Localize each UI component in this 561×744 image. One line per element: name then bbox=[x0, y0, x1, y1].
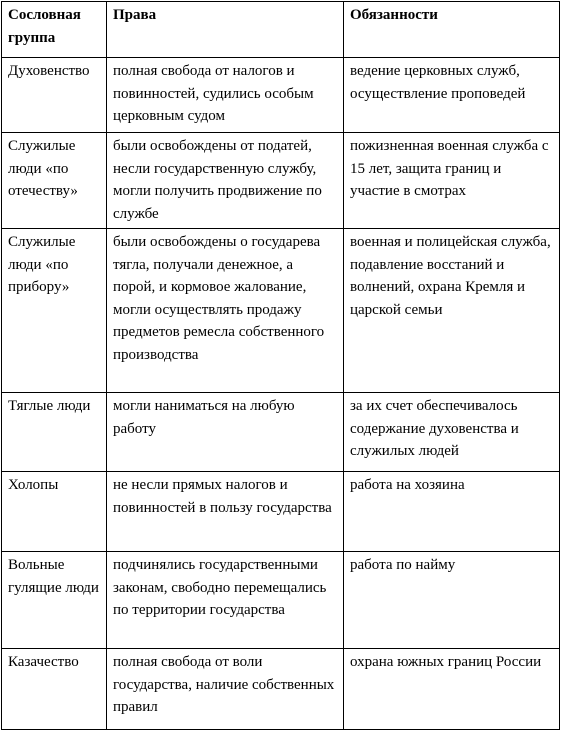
cell-duties: ведение церковных служб, осуществление проповедей bbox=[344, 58, 560, 133]
table-row bbox=[2, 393, 560, 472]
header-row bbox=[2, 2, 560, 58]
table-row bbox=[2, 133, 560, 229]
cell-group: Служилые люди «по отечеству» bbox=[2, 133, 107, 229]
estates-table bbox=[1, 1, 560, 730]
table-row bbox=[2, 649, 560, 730]
header-duties: Обязанности bbox=[344, 2, 560, 58]
cell-group: Холопы bbox=[2, 472, 107, 552]
table-row bbox=[2, 229, 560, 393]
cell-group: Тяглые люди bbox=[2, 393, 107, 472]
cell-duties: работа по найму bbox=[344, 552, 560, 649]
header-rights: Права bbox=[107, 2, 344, 58]
cell-duties: работа на хозяина bbox=[344, 472, 560, 552]
cell-group: Служилые люди «по прибору» bbox=[2, 229, 107, 393]
cell-duties: за их счет обеспечивалось содержание духовенства и служилых людей bbox=[344, 393, 560, 472]
cell-group: Казачество bbox=[2, 649, 107, 730]
cell-rights: полная свобода от налогов и повинностей, судились особым церковным судом bbox=[107, 58, 344, 133]
cell-duties: пожизненная военная служба с 15 лет, защита границ и участие в смотрах bbox=[344, 133, 560, 229]
table-row bbox=[2, 552, 560, 649]
cell-rights: были освобождены от податей, несли государственную службу, могли получить продвижение по службе bbox=[107, 133, 344, 229]
cell-duties: охрана южных границ России bbox=[344, 649, 560, 730]
table-row bbox=[2, 58, 560, 133]
cell-rights: подчинялись государственными законам, свободно перемещались по территории государства bbox=[107, 552, 344, 649]
cell-rights: были освобождены о государева тягла, получали денежное, а порой, и кормовое жалование, могли осуществлять продажу предметов ремесла собственного производства bbox=[107, 229, 344, 393]
cell-rights: полная свобода от воли государства, наличие собственных правил bbox=[107, 649, 344, 730]
cell-rights: не несли прямых налогов и повинностей в пользу государства bbox=[107, 472, 344, 552]
cell-group: Духовенство bbox=[2, 58, 107, 133]
table-row bbox=[2, 472, 560, 552]
cell-group: Вольные гулящие люди bbox=[2, 552, 107, 649]
cell-rights: могли наниматься на любую работу bbox=[107, 393, 344, 472]
cell-duties: военная и полицейская служба, подавление восстаний и волнений, охрана Кремля и царской семьи bbox=[344, 229, 560, 393]
header-group: Сословная группа bbox=[2, 2, 107, 58]
